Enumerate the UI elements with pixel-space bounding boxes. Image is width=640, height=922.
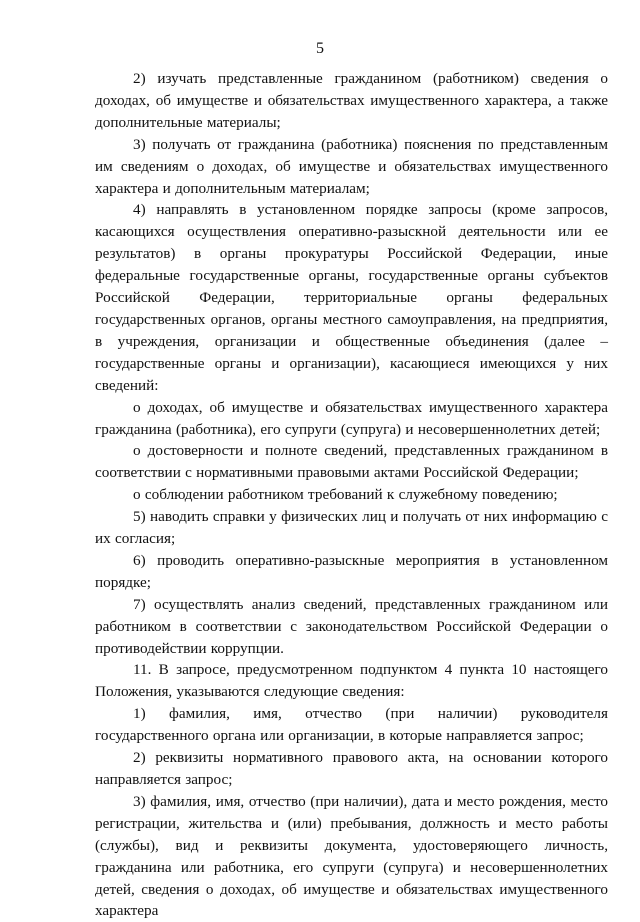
paragraph-section-11: 11. В запросе, предусмотренном подпунктом 4 пункта 10 настоящего Положения, указываются следующие сведения: [95, 661, 608, 701]
paragraph-subitem-reliability: о достоверности и полноте сведений, представленных гражданином в соответствии с нормативными правовыми актами Российской Федерации; [95, 442, 608, 482]
paragraph-item-3: 3) получать от гражданина (работника) пояснения по представленным им сведениям о доходах, об имуществе и обязательствах имущественного характера и дополнительным материалам; [95, 135, 608, 197]
paragraph-item-7: 7) осуществлять анализ сведений, представленных гражданином или работником в соответствии с законодательством Российской Федерации о противодействии коррупции. [95, 595, 608, 657]
paragraph-section-11-item-1: 1) фамилия, имя, отчество (при наличии) руководителя государственного органа или организации, в которые направляется запрос; [95, 705, 608, 745]
page-number: 5 [316, 40, 324, 57]
paragraph-item-4: 4) направлять в установленном порядке запросы (кроме запросов, касающихся осуществления оперативно-разыскной деятельности или ее результатов) в органы прокуратуры Российской Федерации, иные федеральные государственные органы, государственные органы субъектов Российской Федерации, территориальные органы федеральных государственных органов, органы местного самоуправления, на предприятия, в учреждения, организации и общественные объединения (далее – государственные органы и организации), касающиеся имеющихся у них сведений: [95, 201, 608, 394]
paragraph-subitem-income: о доходах, об имуществе и обязательствах имущественного характера гражданина (работника), его супруги (супруга) и несовершеннолетних детей; [95, 398, 608, 438]
paragraph-subitem-conduct: о соблюдении работником требований к служебному поведению; [133, 486, 558, 504]
document-body [95, 68, 608, 922]
paragraph-item-6: 6) проводить оперативно-разыскные мероприятия в установленном порядке; [95, 551, 608, 591]
paragraph-section-11-item-2: 2) реквизиты нормативного правового акта, на основании которого направляется запрос; [95, 749, 608, 788]
paragraph-section-11-item-3: 3) фамилия, имя, отчество (при наличии), дата и место рождения, место регистрации, жительства и (или) пребывания, должность и место работы (службы), вид и реквизиты документа, удостоверяющего личность, гражданина или работника, его супруги (супруга) и несовершеннолетних детей, сведения о доходах, об имуществе и обязательствах имущественного характера [95, 792, 608, 920]
paragraph-item-5: 5) наводить справки у физических лиц и получать от них информацию с их согласия; [95, 508, 608, 548]
paragraph-item-2: 2) изучать представленные гражданином (работником) сведения о доходах, об имуществе и обязательствах имущественного характера, а также дополнительные материалы; [95, 70, 608, 131]
